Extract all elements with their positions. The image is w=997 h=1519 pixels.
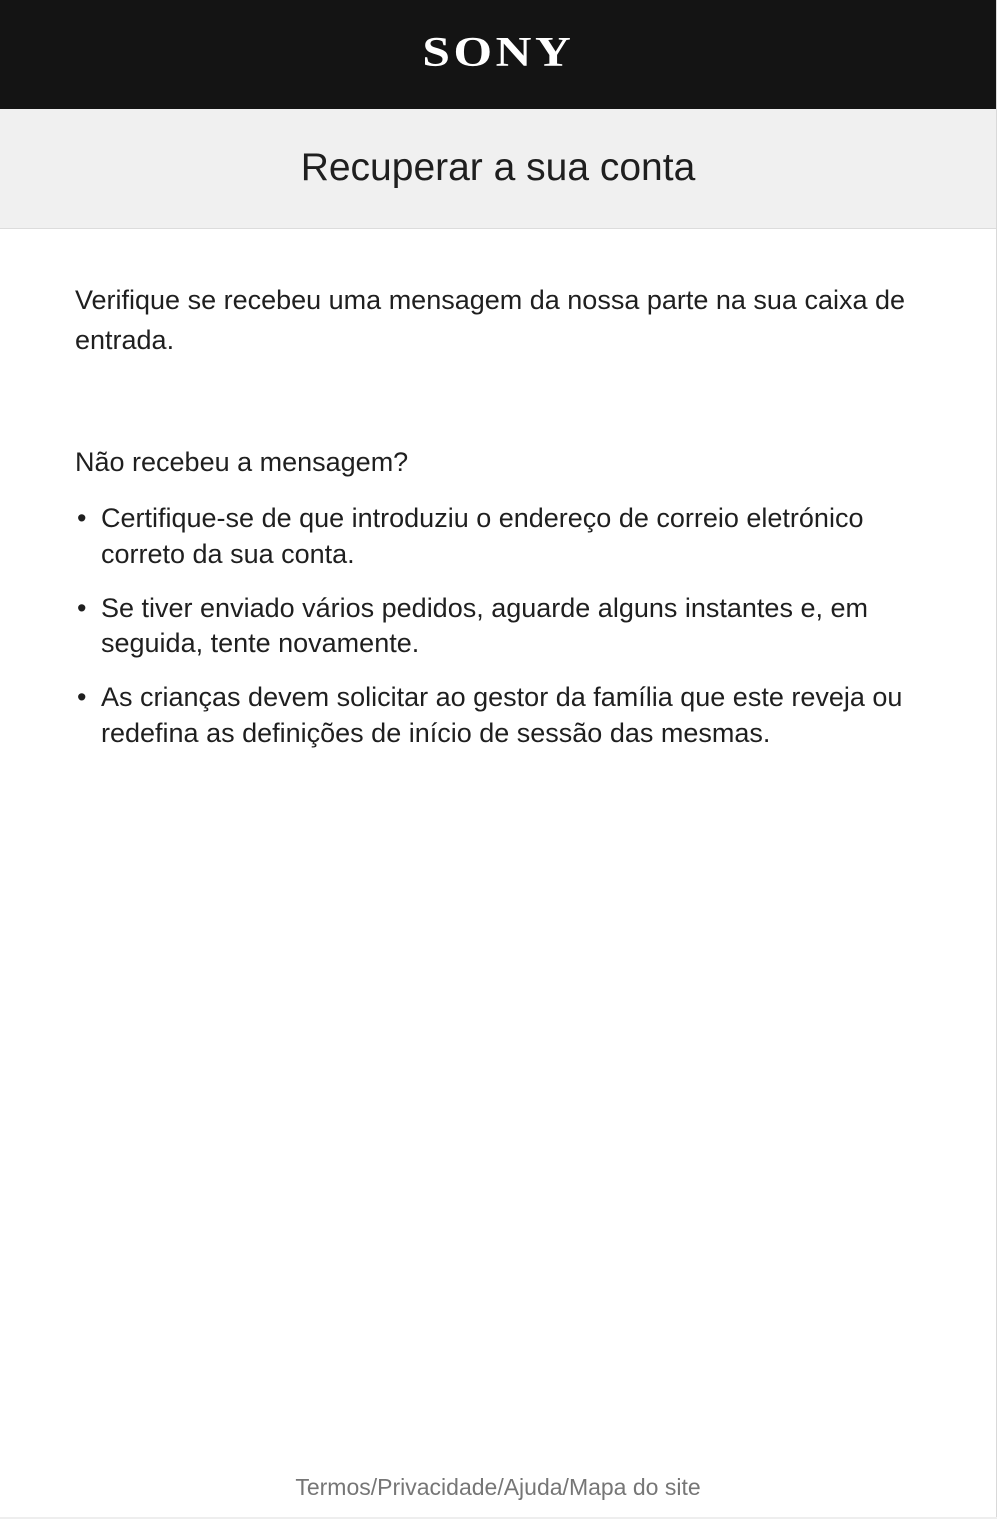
- bullet-icon: •: [77, 592, 87, 623]
- footer-separator: /: [370, 1474, 378, 1500]
- header-bar: [0, 0, 996, 109]
- footer-link-terms[interactable]: Termos: [295, 1474, 371, 1500]
- footer-separator: /: [562, 1474, 569, 1500]
- tip-item: [75, 591, 915, 662]
- question-heading: Não recebeu a mensagem?: [75, 447, 409, 477]
- footer-link-sitemap[interactable]: Mapa do site: [568, 1474, 701, 1500]
- footer-link-help[interactable]: Ajuda: [503, 1474, 563, 1500]
- intro-text: Verifique se recebeu uma mensagem da nossa parte na sua caixa de entrada.: [75, 285, 906, 355]
- tip-text: Certifique-se de que introduziu o endereço de correio eletrónico correto da sua conta.: [101, 503, 864, 569]
- main-content: [75, 280, 915, 770]
- title-bar: [0, 109, 996, 229]
- footer-link-privacy[interactable]: Privacidade: [377, 1474, 498, 1500]
- tip-text: As crianças devem solicitar ao gestor da família que este reveja ou redefina as definições de início de sessão das mesmas.: [101, 682, 903, 748]
- footer-separator: /: [497, 1474, 504, 1500]
- tip-item: [75, 680, 915, 751]
- bullet-icon: •: [77, 682, 87, 712]
- tip-item: [75, 501, 915, 572]
- tip-text: Se tiver enviado vários pedidos, aguarde alguns instantes e, em seguida, tente novamente.: [101, 592, 868, 658]
- page-title: Recuperar a sua conta: [300, 145, 696, 189]
- tips-list: [75, 501, 915, 751]
- bullet-icon: •: [77, 503, 87, 533]
- footer-links: [0, 1474, 996, 1501]
- sony-logo[interactable]: SONY: [422, 29, 574, 76]
